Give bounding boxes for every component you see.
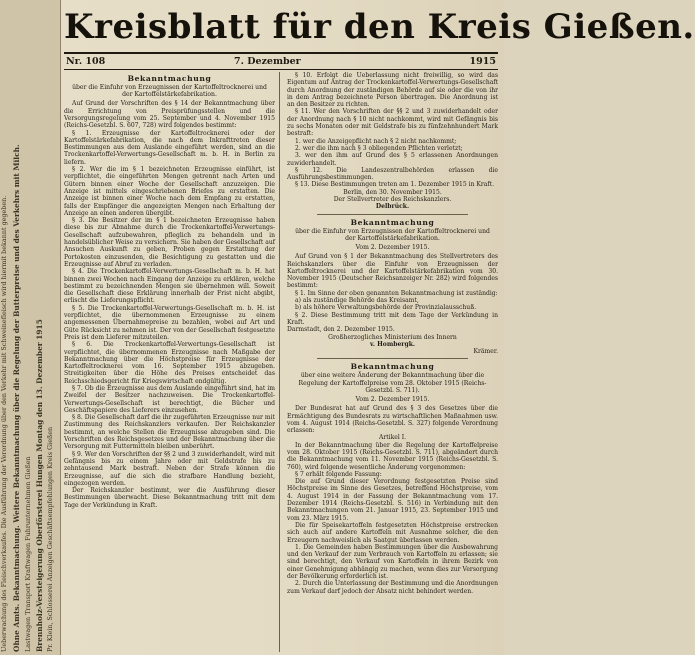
notice-heading: Bekanntmachung xyxy=(350,217,435,227)
signature-name: Delbrück. xyxy=(375,203,410,211)
paragraph: § 2. Wer die im § 1 bezeichneten Erzeugnisse einführt, ist verpflichtet, die eingeführten Mengen getrennt nach Arten und Gütern binnen einer Woche der Gesellschaft anzuzeigen. Die Anzeige ist mittels eingeschriebenen Briefes zu erstatten. Die Anzeige ist binnen einer Woche nach dem Empfang zu erstatten, falls der Empfänger die angezeigten Mengen nach Erhaltung der Anzeige an einen anderen übergibt. xyxy=(64,166,275,217)
paragraph: 1. wer die Anzeigepflicht nach § 2 nicht nachkommt; xyxy=(295,137,457,145)
issue-number: Nr. 108 xyxy=(66,56,106,67)
paragraph: a) als zuständige Behörde das Kreisamt, xyxy=(295,297,419,305)
paragraph: § 1. Im Sinne der oben genannten Bekanntmachung ist zuständig: xyxy=(295,289,498,297)
issue-date: 7. Dezember xyxy=(234,56,301,67)
paragraph: § 2. Diese Bestimmung tritt mit dem Tage der Verkündung in Kraft. xyxy=(287,311,498,326)
masthead-rule xyxy=(64,52,498,54)
paragraph: Der Bundesrat hat auf Grund des § 3 des Gesetzes über die Ermächtigung des Bundesrats zu wirtschaftlichen Maßnahmen usw. vom 4. August 1914 (Reichs-Gesetzbl. S. 327) folgende Verordnung erlassen: xyxy=(287,405,498,435)
issue-line xyxy=(64,56,498,68)
notice-heading: Bekanntmachung xyxy=(127,74,212,83)
notice-date: Vom 2. Dezember 1915. xyxy=(355,244,430,252)
margin-column: Lastwagen Transport Kraftwagen Fuhrunternehmen Gießen xyxy=(24,456,32,652)
paragraph: § 5. Die Trockenkartoffel-Verwertungs-Gesellschaft m. b. H. ist verpflichtet, die übernommenen Erzeugnisse zu einem angemessenen Übernahmepreise zu bezahlen, wobei auf Art und Güte Rücksicht zu nehmen ist. Der von der Gesellschaft festgesetzte Preis ist dem Lieferer mitzuteilen. xyxy=(64,304,275,341)
notice-subheading: über eine weitere Änderung der Bekanntmachung über die Regelung der Kartoffelpreise vom 28. Oktober 1915 (Reichs-Gesetzbl. S. 711). xyxy=(298,372,487,394)
paragraph: b) als höhere Verwaltungsbehörde der Provinzialausschuß. xyxy=(295,304,477,312)
paragraph: Auf Grund der Vorschriften des § 14 der Bekanntmachung über die Errichtung von Preisprüfungsstellen und die Versorgungsregelung vom 25. September und 4. November 1915 (Reichs-Gesetzbl. S. 607, 728) wird folgendes bestimmt: xyxy=(64,100,275,130)
notice-subheading: über die Einfuhr von Erzeugnissen der Kartoffeltrocknerei und der Kartoffelstärkefabrikation. xyxy=(295,227,490,242)
paragraph: § 9. Wer den Vorschriften der §§ 2 und 3 zuwiderhandelt, wird mit Gefängnis bis zu einem Jahre oder mit Geldstrafe bis zu zehntausend Mark bestraft. Neben der Strafe können die Erzeugnisse, auf die sich die strafbare Handlung bezieht, eingezogen werden. xyxy=(64,450,275,487)
notice-signer: v. Hombergk. xyxy=(369,340,416,348)
notice-date: Vom 2. Dezember 1915. xyxy=(355,396,430,404)
paragraph: Die für Speisekartoffeln festgesetzten Höchstpreise erstrecken sich auch auf andere Kartoffeln mit Ausnahme solcher, die den Erzeugern nachweislich als Saatgut überlassen werden. xyxy=(287,521,498,544)
masthead-title: Kreisblatt für den Kreis Gießen. xyxy=(64,7,695,47)
margin-column: Ohne Amts. Bekanntmachung. Weitere Bekanntmachung über die Regelung der Butterpreise und des Verkehrs mit Milch. xyxy=(12,144,21,652)
notice-ministry: Großherzogliches Ministerium des Innern xyxy=(328,333,457,341)
column-divider xyxy=(279,72,280,652)
section-separator xyxy=(317,358,468,359)
left-column xyxy=(64,72,275,652)
issue-rule xyxy=(64,69,498,70)
paragraph: § 12. Die Landeszentralbehörden erlassen die Ausführungsbestimmungen. xyxy=(287,166,498,182)
margin-column: Brennholz-Versteigerung Oberförsterei Hungen Montag den 13. Dezember 1915 xyxy=(35,319,44,652)
paragraph: Auf Grund von § 1 der Bekanntmachung des Stellvertreters des Reichskanzlers über die Einfuhr von Erzeugnissen der Kartoffeltrocknerei und der Kartoffelstärkefabrikation vom 30. November 1915 (Deutscher Reichsanzeiger Nr. 282) wird folgendes bestimmt: xyxy=(287,253,498,290)
paragraph: 1. Die Gemeinden haben Bestimmungen über die Ausbewahrung und den Verkauf der zum Verbrauch von Kartoffeln zu erlassen; sie sind berechtigt, den Verkauf von Kartoffeln in ihrem Bezirk von einer Genehmigung abhängig zu machen, wenn dies zur Versorgung der Bevölkerung erforderlich ist. xyxy=(287,543,498,581)
signature-title: Der Stellvertreter des Reichskanzlers. xyxy=(333,196,452,204)
paragraph: Der Reichskanzler bestimmt, wer die Ausführung dieser Bestimmungen überwacht. Diese Bekanntmachung tritt mit dem Tage der Verkündung in Kraft. xyxy=(64,487,275,509)
paragraph: § 7. Ob die Erzeugnisse aus dem Auslande eingeführt sind, hat im Zweifel der Besitzer nachzuweisen. Die Trockenkartoffel-Verwertungs-Gesellschaft ist berechtigt, die Bücher und Geschäftspapiere des Lieferers einzusehen. xyxy=(64,384,275,414)
paragraph: 2. wer die ihm nach § 3 obliegenden Pflichten verletzt; xyxy=(295,144,463,152)
paragraph: § 6. Die Trockenkartoffel-Verwertungs-Gesellschaft ist verpflichtet, die übernommenen Erzeugnisse nach Maßgabe der Bekanntmachung über die Höchstpreise für Erzeugnisse der Kartoffeltrocknerei vom 16. September 1915 abzugeben. Streitigkeiten über die Höhe des Preises entscheidet das Reichsschiedsgericht für Kriegswirtschaft endgültig. xyxy=(64,341,275,385)
section-separator xyxy=(317,214,468,215)
right-column xyxy=(287,72,498,652)
margin-column: Ueberwachung des Fleischverkaufes. Die Ausführung der Verordnung über den Verkehr mit Schweinefleisch wird hiermit bekannt gegeben. xyxy=(0,195,8,652)
paragraph: In der Bekanntmachung über die Regelung der Kartoffelpreise vom 28. Oktober 1915 (Reichs-Gesetzbl. S. 711), abgeändert durch die Bekanntmachung vom 11. November 1915 (Reichs-Gesetzbl. S. 760), wird folgende wesentliche Änderung vorgenommen: xyxy=(287,441,498,471)
paragraph: § 1. Erzeugnisse der Kartoffeltrocknerei oder der Kartoffelstärkefabrikation, die nach dem Inkrafttreten dieser Bestimmungen aus dem Auslande eingeführt werden, sind an die Trockenkartoffel-Verwertungs-Gesellschaft m. b. H. in Berlin zu liefern. xyxy=(64,129,275,166)
notice-subheading: über die Einfuhr von Erzeugnissen der Kartoffeltrocknerei und der Kartoffelstärkefabrikation. xyxy=(72,84,267,99)
article-heading: Artikel I. xyxy=(378,434,407,442)
paragraph: 3. wer den ihm auf Grund des § 5 erlassenen Anordnungen zuwiderhandelt. xyxy=(287,152,498,167)
paragraph: Die auf Grund dieser Verordnung festgesetzten Preise sind Höchstpreise im Sinne des Gesetzes, betreffend Höchstpreise, vom 4. August 1914 in der Fassung der Bekanntmachung vom 17. Dezember 1914 (Reichs-Gesetzbl. S. 516) in Verbindung mit den Bekanntmachungen vom 21. Januar 1915, 23. September 1915 und vom 23. März 1915. xyxy=(287,478,498,522)
margin-column: Pr. Klein, Schlosserei Anzeigen Geschäftsempfehlungen Kreis Gießen xyxy=(46,426,54,652)
paragraph: § 10. Erfolgt die Ueberlassung nicht freiwillig, so wird das Eigentum auf Antrag der Trockenkartoffel-Verwertungs-Gesellschaft durch Anordnung der zuständigen Behörde auf sie oder die von ihr in dem Antrag bezeichnete Person übertragen. Die Anordnung ist an den Besitzer zu richten. xyxy=(287,72,498,109)
paragraph: § 13. Diese Bestimmungen treten am 1. Dezember 1915 in Kraft. xyxy=(295,181,494,189)
paragraph: § 4. Die Trockenkartoffel-Verwertungs-Gesellschaft m. b. H. hat binnen zwei Wochen nach Eingang der Anzeige zu erklären, welche bestimmt zu bezeichnenden Mengen sie übernehmen will. Soweit die Gesellschaft diese Erklärung innerhalb der Frist nicht abgibt, erlischt die Lieferungspflicht. xyxy=(64,268,275,305)
paragraph: 2. Durch die Unterlassung der Bestimmung und die Anordnungen zum Verkauf darf jedoch der Absatz nicht behindert werden. xyxy=(287,580,498,595)
paragraph: § 7 erhält folgende Fassung: xyxy=(295,470,382,478)
left-margin-adverts xyxy=(0,0,61,655)
notice-heading: Bekanntmachung xyxy=(350,362,435,372)
paragraph: § 11. Wer den Vorschriften der §§ 2 und 3 zuwiderhandelt oder der Anordnung nach § 10 nicht nachkommt, wird mit Gefängnis bis zu sechs Monaten oder mit Geldstrafe bis zu fünfzehnhundert Mark bestraft: xyxy=(287,108,498,138)
paragraph: § 8. Die Gesellschaft darf die ihr zugeführten Erzeugnisse nur mit Zustimmung des Reichskanzlers verkaufen. Der Reichskanzler bestimmt, an welche Stellen die Erzeugnisse abzugeben sind. Die Vorschriften des Reichsgesetzes und der Bekanntmachung über die Versorgung mit Futtermitteln bleiben unberührt. xyxy=(64,414,275,451)
paragraph: § 3. Die Besitzer der im § 1 bezeichneten Erzeugnisse haben diese bis zur Abnahme durch die Trockenkartoffel-Verwertungs-Gesellschaft aufzubewahren, pfleglich zu behandeln und in handelsüblicher Weise zu versichern. Sie haben der Gesellschaft auf Ansuchen Auskunft zu geben, Proben gegen Erstattung der Portokosten einzusenden, die Besichtigung zu gestatten und die Erzeugnisse auf Abruf zu verladen. xyxy=(64,217,275,268)
notice-cosigner: Krämer. xyxy=(473,348,498,356)
issue-year: 1915 xyxy=(469,56,496,67)
notice-place: Darmstadt, den 2. Dezember 1915. xyxy=(287,326,395,334)
signature-place: Berlin, den 30. November 1915. xyxy=(343,188,442,196)
